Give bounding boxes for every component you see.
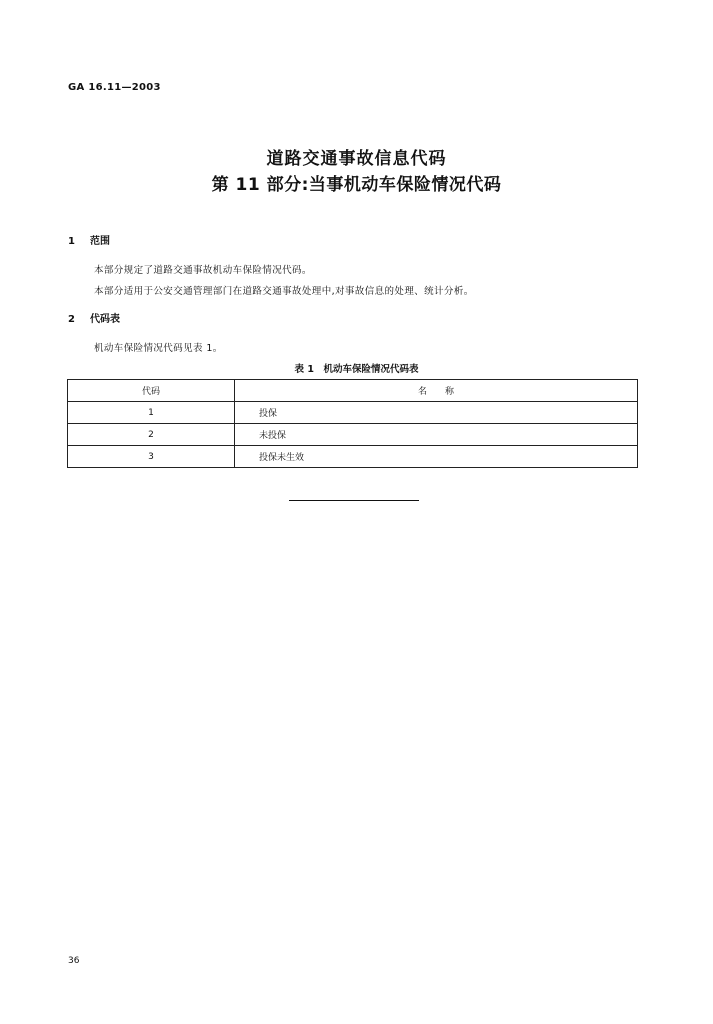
- name-cell: 投保: [235, 402, 638, 424]
- code-table: [67, 379, 638, 468]
- code-cell: 3: [68, 446, 235, 468]
- standard-number: GA 16.11—2003: [68, 82, 161, 93]
- section-heading-code-table: [68, 310, 120, 325]
- section-number: 2: [68, 314, 75, 325]
- section-title: 代码表: [90, 314, 120, 325]
- code-cell: 1: [68, 402, 235, 424]
- name-cell: 未投保: [235, 424, 638, 446]
- column-header-name: 名 称: [235, 380, 638, 402]
- column-header-code: 代码: [68, 380, 235, 402]
- table-row: [68, 424, 638, 446]
- table-caption: 表 1 机动车保险情况代码表: [294, 364, 419, 375]
- name-cell: 投保未生效: [235, 446, 638, 468]
- document-title: 道路交通事故信息代码: [266, 149, 447, 169]
- paragraph: 本部分适用于公安交通管理部门在道路交通事故处理中,对事故信息的处理、统计分析。: [94, 286, 474, 297]
- paragraph: 本部分规定了道路交通事故机动车保险情况代码。: [94, 265, 312, 276]
- code-cell: 2: [68, 424, 235, 446]
- end-of-text-rule: [289, 500, 419, 501]
- table-row: [68, 446, 638, 468]
- section-title: 范围: [90, 236, 110, 247]
- section-heading-scope: [68, 232, 110, 247]
- paragraph: 机动车保险情况代码见表 1。: [94, 343, 223, 354]
- section-number: 1: [68, 236, 75, 247]
- page-number: 36: [68, 956, 80, 966]
- table-row: [68, 402, 638, 424]
- table-header-row: [68, 380, 638, 402]
- document-subtitle: 第 11 部分:当事机动车保险情况代码: [211, 175, 502, 195]
